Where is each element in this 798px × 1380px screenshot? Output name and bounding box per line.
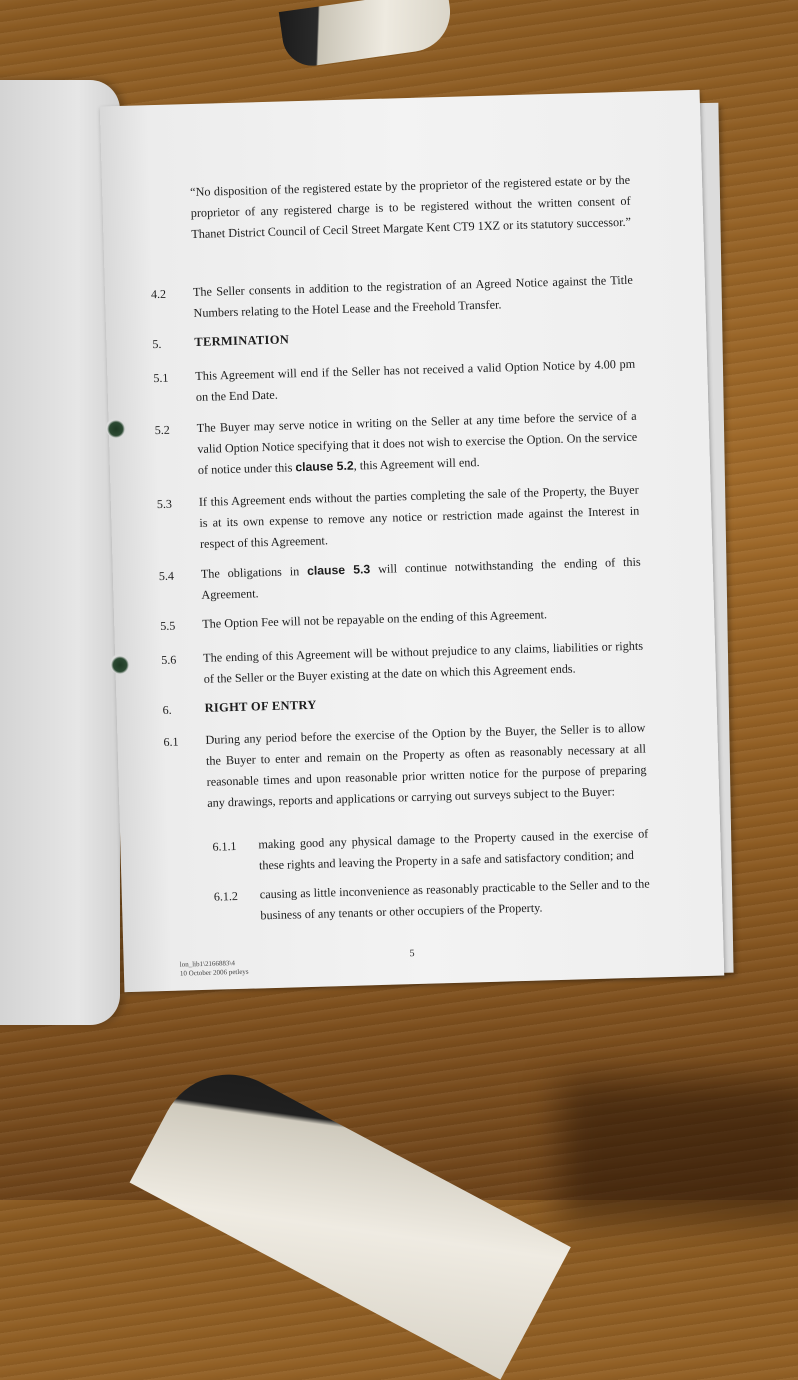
page-number: 5 bbox=[409, 948, 415, 960]
clause-5-4-text: The obligations in clause 5.3 will continue notwithstanding the ending of this Agreement. bbox=[200, 554, 641, 602]
clause-5-5-text: The Option Fee will not be repayable on the ending of this Agreement. bbox=[202, 607, 548, 631]
clause-4-2-text: The Seller consents in addition to the registration of an Agreed Notice against the Title Numbers relating to the Hotel Lease and the Freehold Transfer. bbox=[192, 272, 633, 321]
clause-5-1-text: This Agreement will end if the Seller has not received a valid Option Notice by 4.00 pm on the End Date. bbox=[195, 356, 636, 404]
marker-pen-bottom bbox=[130, 1050, 571, 1380]
table-shadow bbox=[560, 1080, 798, 1220]
clause-number-6-1: 6.1 bbox=[163, 734, 179, 750]
clause-6-1-2-text: causing as little inconvenience as reasonably practicable to the Seller and to the business of any tenants or other occupiers of the Property. bbox=[259, 876, 650, 923]
section-heading-right-of-entry: RIGHT OF ENTRY bbox=[204, 697, 317, 715]
section-number-6: 6. bbox=[162, 702, 172, 718]
clause-number-6-1-2: 6.1.2 bbox=[213, 889, 239, 904]
clause-number-6-1-1: 6.1.1 bbox=[212, 839, 237, 854]
clause-number-5-1: 5.1 bbox=[153, 370, 169, 386]
punch-hole-upper bbox=[106, 418, 126, 438]
punch-hole-lower bbox=[110, 654, 130, 674]
document-page bbox=[100, 90, 725, 992]
clause-number-5-6: 5.6 bbox=[161, 652, 177, 668]
section-heading-termination: TERMINATION bbox=[194, 332, 290, 349]
clause-5-2-ref: clause 5.2 bbox=[295, 458, 354, 475]
clause-number-5-4: 5.4 bbox=[158, 568, 175, 584]
section-number-5: 5. bbox=[152, 336, 162, 352]
clause-number-4-2: 4.2 bbox=[150, 286, 167, 302]
clause-number-5-5: 5.5 bbox=[160, 618, 176, 634]
quoted-restriction: “No disposition of the registered estate by the proprietor of the registered estate or by the proprietor of any registered charge is to be registered without the written consent of Thanet District Council of Cecil Street Margate Kent CT9 1XZ or its statutory successor.” bbox=[189, 172, 632, 242]
clause-5-3-text: If this Agreement ends without the parties completing the sale of the Property, the Buyer is at its own expense to remove any notice or restriction made against the Interest in respect of this Agreement. bbox=[198, 482, 640, 551]
clause-5-2-text: The Buyer may serve notice in writing on the Seller at any time before the service of a valid Option Notice specifying that it does not wish to exercise the Option. On the service of notice under this clause 5.2, this Agreement will end. bbox=[196, 408, 638, 477]
clause-number-5-2: 5.2 bbox=[154, 422, 170, 438]
clause-number-5-3: 5.3 bbox=[156, 496, 173, 512]
clause-6-1-text: During any period before the exercise of the Option by the Buyer, the Seller is to allow the Buyer to enter and remain on the Property as often as reasonably necessary at all reasonable times and upon reasonable prior written notice for the purpose of preparing any drawings, reports and applications or carrying out surveys subject to the Buyer: bbox=[205, 720, 647, 810]
clause-5-6-text: The ending of this Agreement will be without prejudice to any claims, liabilities or rights of the Seller or the Buyer existing at the date on which this Agreement ends. bbox=[202, 638, 644, 686]
marker-pen-top bbox=[279, 0, 455, 70]
clause-6-1-1-text: making good any physical damage to the Property caused in the exercise of these rights and leaving the Property in a safe and satisfactory condition; and bbox=[258, 826, 649, 873]
clause-5-3-ref: clause 5.3 bbox=[306, 562, 371, 578]
footer-document-reference: lon_lib1\2166883\4 10 October 2006 petleys bbox=[179, 959, 249, 978]
